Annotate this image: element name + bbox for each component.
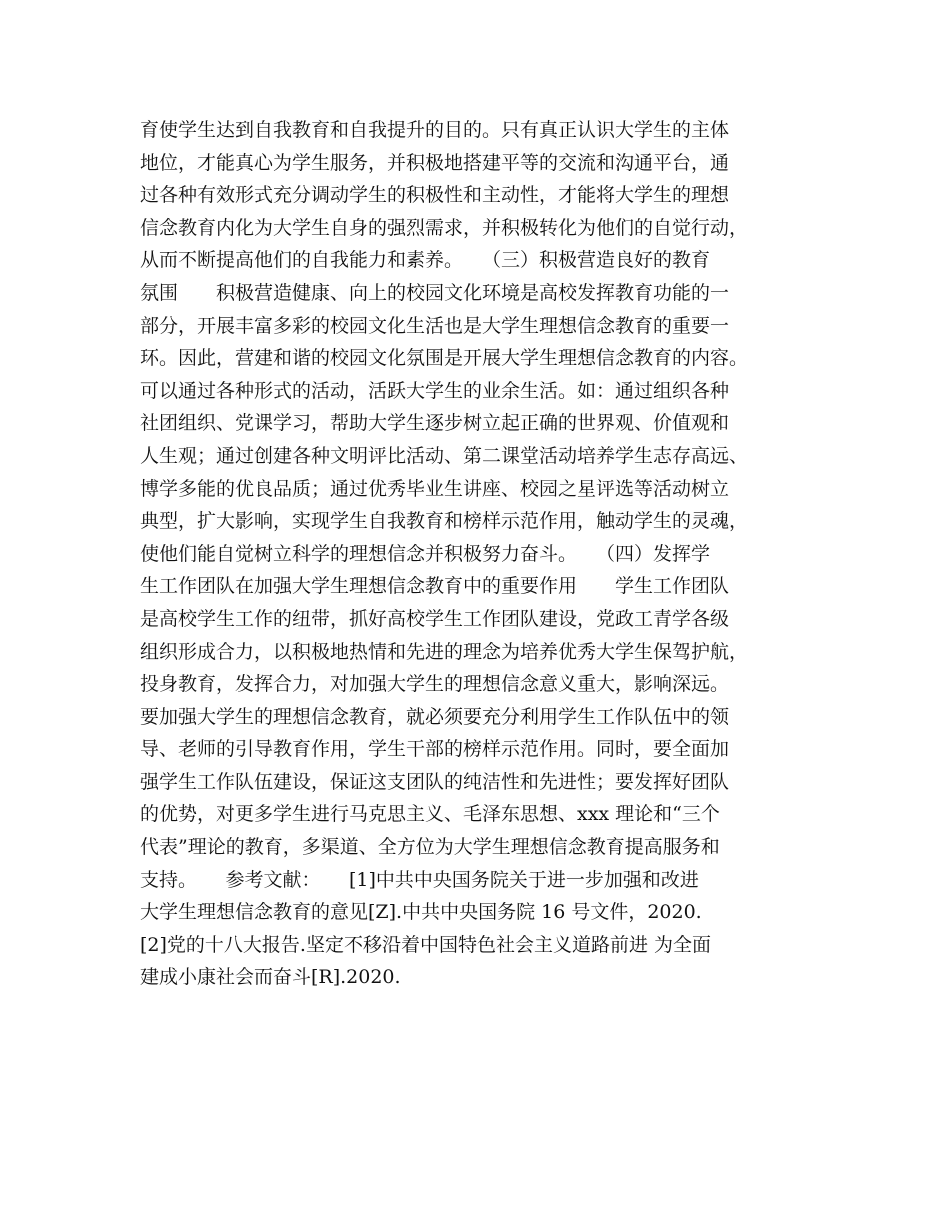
text-line: 组织形成合力，以积极地热情和先进的理念为培养优秀大学生保驾护航， — [140, 640, 749, 663]
text-line: [2]党的十八大报告.坚定不移沿着中国特色社会主义道路前进 为全面 — [140, 933, 711, 956]
text-line: 是高校学生工作的纽带，抓好高校学生工作团队建设，党政工青学各级 — [140, 607, 730, 630]
text-line: 代表”理论的教育，多渠道、全方位为大学生理想信念教育提高服务和 — [140, 836, 720, 859]
text-line: 生工作团队在加强大学生理想信念教育中的重要作用 学生工作团队 — [140, 575, 730, 598]
text-line: 导、老师的引导教育作用，学生干部的榜样示范作用。同时，要全面加 — [140, 738, 730, 761]
text-line: 的优势，对更多学生进行马克思主义、毛泽东思想、xxx 理论和“三个 — [140, 803, 720, 826]
text-line: 可以通过各种形式的活动，活跃大学生的业余生活。如：通过组织各种 — [140, 379, 730, 402]
text-line: 支持。 参考文献： [1]中共中央国务院关于进一步加强和改进 — [140, 868, 699, 891]
text-line: 地位，才能真心为学生服务，并积极地搭建平等的交流和沟通平台，通 — [140, 151, 730, 174]
text-line: 投身教育，发挥合力，对加强大学生的理想信念意义重大，影响深远。 — [140, 673, 730, 696]
text-line: 社团组织、党课学习，帮助大学生逐步树立起正确的世界观、价值观和 — [140, 412, 730, 435]
text-line: 环。因此，营建和谐的校园文化氛围是开展大学生理想信念教育的内容。 — [140, 347, 749, 370]
text-line: 典型，扩大影响，实现学生自我教育和榜样示范作用，触动学生的灵魂， — [140, 510, 749, 533]
body-text — [140, 114, 840, 994]
text-line: 部分，开展丰富多彩的校园文化生活也是大学生理想信念教育的重要一 — [140, 314, 730, 337]
text-line: 大学生理想信念教育的意见[Z].中共中央国务院 16 号文件，2020. — [140, 901, 702, 924]
text-line: 过各种有效形式充分调动学生的积极性和主动性，才能将大学生的理想 — [140, 184, 730, 207]
text-line: 信念教育内化为大学生自身的强烈需求，并积极转化为他们的自觉行动， — [140, 216, 749, 239]
text-line: 要加强大学生的理想信念教育，就必须要充分利用学生工作队伍中的领 — [140, 705, 730, 728]
text-line: 育使学生达到自我教育和自我提升的目的。只有真正认识大学生的主体 — [140, 119, 730, 141]
text-line: 使他们能自觉树立科学的理想信念并积极努力奋斗。 （四）发挥学 — [140, 542, 711, 565]
text-line: 氛围 积极营造健康、向上的校园文化环境是高校发挥教育功能的一 — [140, 281, 730, 304]
text-line: 从而不断提高他们的自我能力和素养。 （三）积极营造良好的教育 — [140, 249, 711, 272]
text-line: 建成小康社会而奋斗[R].2020. — [140, 966, 401, 989]
text-line: 强学生工作队伍建设，保证这支团队的纯洁性和先进性；要发挥好团队 — [140, 770, 730, 793]
text-line: 人生观；通过创建各种文明评比活动、第二课堂活动培养学生志存高远、 — [140, 444, 749, 467]
text-line: 博学多能的优良品质；通过优秀毕业生讲座、校园之星评选等活动树立 — [140, 477, 730, 500]
